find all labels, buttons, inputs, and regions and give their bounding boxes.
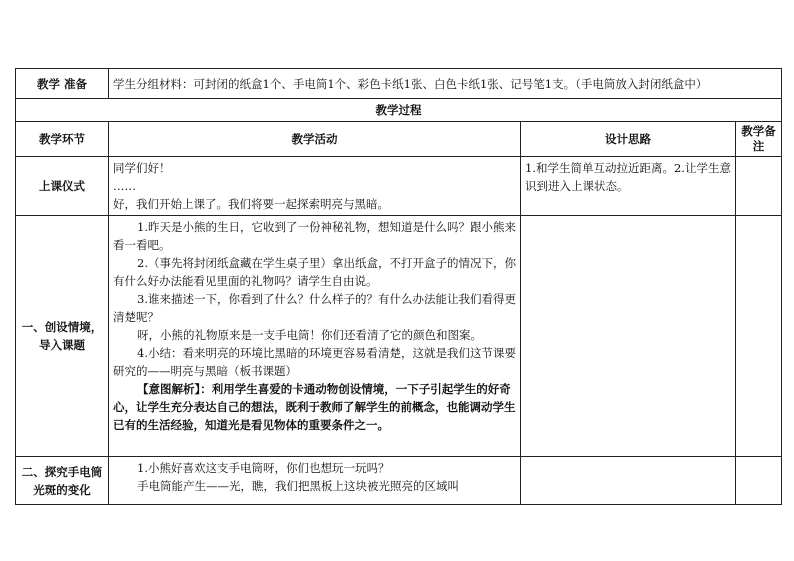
intent-note	[113, 380, 516, 434]
activity-paragraph: 4.小结：看来明亮的环境比黑暗的环境更容易看清楚，这就是我们这节课要研究的——明亮与黑暗（板书课题）	[113, 346, 516, 378]
remark-exploration	[736, 457, 782, 505]
stage-introduction: 一、创设情境，导入课题	[16, 216, 109, 457]
process-title-row	[16, 99, 782, 122]
remark-ceremony	[736, 157, 782, 216]
activity-paragraph: 1.小熊好喜欢这支手电筒呀，你们也想玩一玩吗？	[137, 461, 390, 475]
activity-exploration	[109, 457, 521, 505]
lesson-plan-table	[15, 68, 782, 505]
design-exploration	[521, 457, 736, 505]
header-activity: 教学活动	[109, 122, 521, 157]
prep-row	[16, 69, 782, 99]
row-exploration	[16, 457, 782, 505]
prep-label: 教学 准备	[16, 69, 109, 99]
activity-introduction	[109, 216, 521, 457]
activity-line: 好，我们开始上课了。我们将要一起探索明亮与黑暗。	[113, 197, 389, 211]
stage-exploration: 二、探究手电筒光斑的变化	[16, 457, 109, 505]
header-design: 设计思路	[521, 122, 736, 157]
design-introduction	[521, 216, 736, 457]
design-ceremony: 1.和学生简单互动拉近距离。2.让学生意识到进入上课状态。	[521, 157, 736, 216]
row-introduction	[16, 216, 782, 457]
activity-paragraph: 手电筒能产生——光，瞧，我们把黑板上这块被光照亮的区域叫	[137, 479, 459, 493]
header-remark: 教学备注	[736, 122, 782, 157]
remark-introduction	[736, 216, 782, 457]
process-title: 教学过程	[16, 99, 782, 122]
activity-paragraph: 呀，小熊的礼物原来是一支手电筒！你们还看清了它的颜色和图案。	[137, 328, 482, 342]
activity-line: 同学们好！	[113, 161, 171, 175]
activity-ceremony	[109, 157, 521, 216]
header-stage: 教学环节	[16, 122, 109, 157]
intent-note-label: 【意图解析】：	[137, 382, 212, 396]
activity-paragraph: 3.谁来描述一下，你看到了什么？什么样子的？有什么办法能让我们看得更清楚呢？	[113, 292, 516, 324]
row-ceremony	[16, 157, 782, 216]
activity-paragraph: 2.（事先将封闭纸盒藏在学生桌子里）拿出纸盒，不打开盒子的情况下，你有什么好办法能看见里面的礼物吗？请学生自由说。	[113, 256, 516, 288]
column-header-row	[16, 122, 782, 157]
intent-note-text: 利用学生喜爱的卡通动物创设情境，一下子引起学生的好奇心，让学生充分表达自己的想法，既利于教师了解学生的前概念，也能调动学生已有的生活经验，知道光是看见物体的重要条件之一。	[113, 382, 516, 432]
prep-text: 学生分组材料：可封闭的纸盒1个、手电筒1个、彩色卡纸1张、白色卡纸1张、记号笔1支。（手电筒放入封闭纸盒中）	[109, 69, 782, 99]
activity-line: ……	[113, 179, 136, 193]
activity-paragraph: 1.昨天是小熊的生日，它收到了一份神秘礼物，想知道是什么吗？跟小熊来看一看吧。	[113, 220, 516, 252]
stage-ceremony: 上课仪式	[16, 157, 109, 216]
